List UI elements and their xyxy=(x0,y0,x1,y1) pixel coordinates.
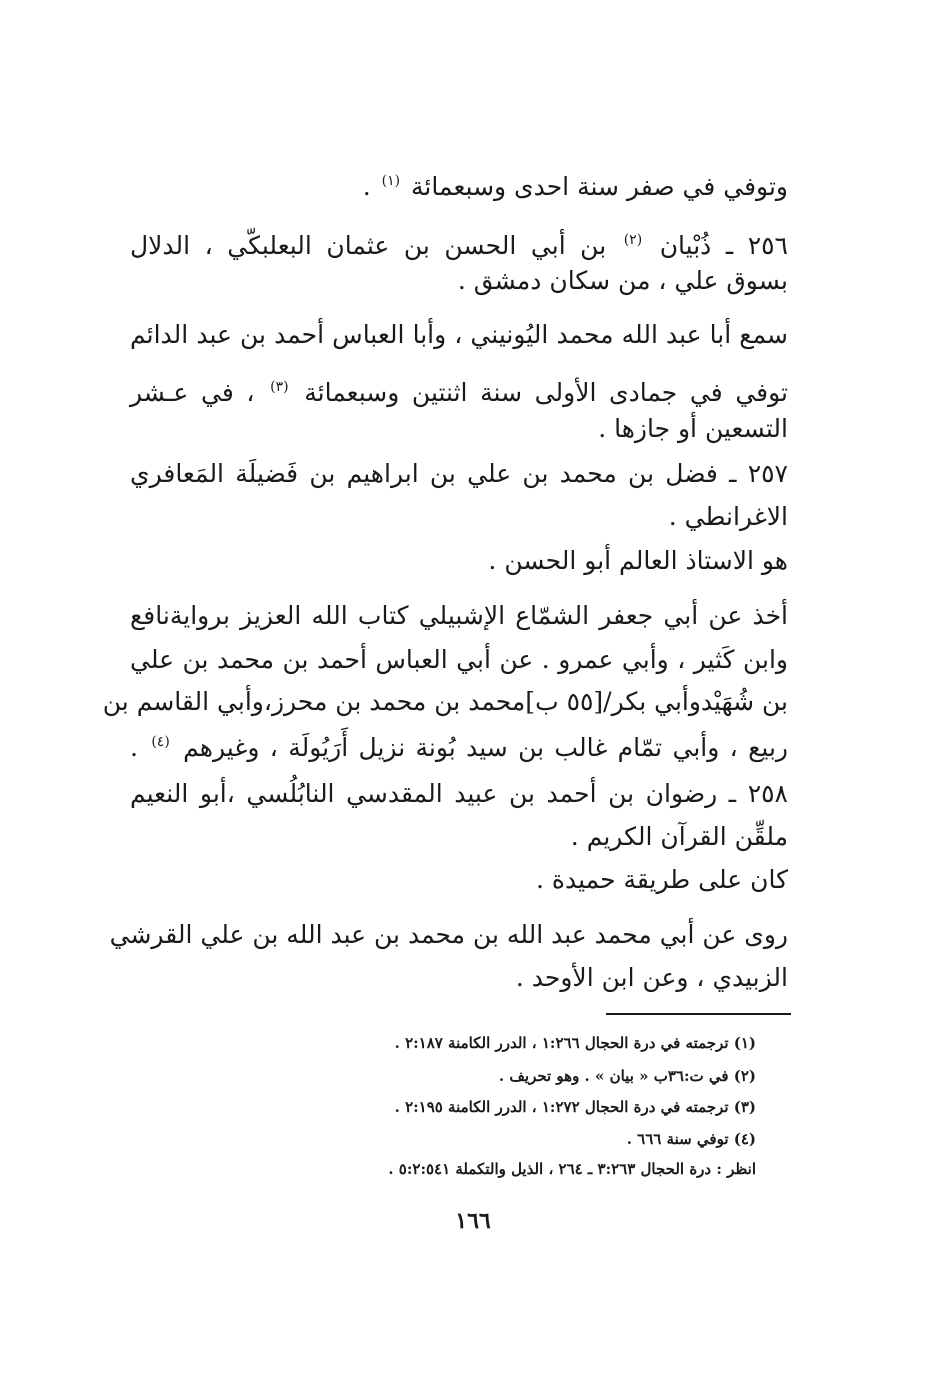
entry-256-rest: بن أبي الحسن بن عثمان البعلبكّي ، الدلال xyxy=(130,231,607,260)
text-line-11: وابن كَثير ، وأبي عمرو . عن أبي العباس أحمد بن محمد بن علي xyxy=(130,645,788,674)
line-1-text: وتوفي في صفر سنة احدى وسبعمائة xyxy=(411,172,788,201)
footnote-separator xyxy=(606,1013,791,1015)
line-5-text: توفي في جمادى الأولى سنة اثنتين وسبعمائة xyxy=(304,378,788,407)
line-13-text: ربيع ، وأبي تمّام غالب بن سيد بُونة نزيل أَرَيُولَة ، وغيرهم xyxy=(183,733,788,762)
text-line-12: بن شُهَيْدوأبي بكر/[٥٥ ب]محمد بن محمد بن محرز،وأبي القاسم بن xyxy=(102,687,788,716)
page-number: ١٦٦ xyxy=(455,1208,491,1234)
text-line-1 xyxy=(130,164,788,204)
text-line-9: هو الاستاذ العالم أبو الحسن . xyxy=(488,546,788,575)
text-line-5 xyxy=(130,370,788,410)
text-line-13 xyxy=(130,725,788,765)
text-line-6: التسعين أو جازها . xyxy=(598,414,788,443)
entry-256-line-1 xyxy=(130,223,788,263)
line-5-rest: ، في عـشر xyxy=(130,378,255,407)
footnote-ref-4: (٤) xyxy=(151,734,170,750)
footnote-4: (٤) توفي سنة ٦٦٦ . xyxy=(626,1130,756,1148)
footnote-5: انظر : درة الحجال ٣:٢٦٣ ـ ٢٦٤ ، الذيل والتكملة ٥:٢:٥٤١ . xyxy=(388,1160,756,1178)
text-line-8: الاغرانطي . xyxy=(668,502,788,531)
line-13-end: . xyxy=(130,733,138,762)
footnote-ref-3: (٣) xyxy=(270,379,289,395)
text-line-17: روى عن أبي محمد عبد الله بن محمد بن عبد الله بن علي القرشي xyxy=(109,920,788,949)
line-1-end: . xyxy=(362,172,371,201)
text-line-3: بسوق علي ، من سكان دمشق . xyxy=(457,266,788,295)
entry-257-line-1: ٢٥٧ ـ فضل بن محمد بن علي بن ابراهيم بن فَضيلَة المَعافري xyxy=(130,459,788,488)
text-line-10: أخذ عن أبي جعفر الشمّاع الإشبيلي كتاب الله العزيز بروايةنافع xyxy=(130,601,788,630)
entry-258-line-1: ٢٥٨ ـ رضوان بن أحمد بن عبيد المقدسي النابُلُسي ،أبو النعيم xyxy=(130,779,788,808)
text-line-16: كان على طريقة حميدة . xyxy=(535,865,788,894)
footnote-2: (٢) في ت:٣٦ب « بيان » . وهو تحريف . xyxy=(498,1067,756,1085)
footnote-ref-1: (١) xyxy=(381,173,401,189)
footnote-3: (٣) ترجمته في درة الحجال ١:٢٧٢ ، الدرر الكامنة ٢:١٩٥ . xyxy=(394,1098,756,1116)
text-line-15: ملقِّن القرآن الكريم . xyxy=(570,822,788,851)
entry-256-heading: ٢٥٦ ـ ذُبْيان xyxy=(659,231,788,260)
text-line-4: سمع أبا عبد الله محمد اليُونيني ، وأبا العباس أحمد بن عبد الدائم xyxy=(130,320,788,349)
footnote-ref-2: (٢) xyxy=(623,232,643,248)
text-line-18: الزبيدي ، وعن ابن الأوحد . xyxy=(515,963,788,992)
footnote-1: (١) ترجمته في درة الحجال ١:٢٦٦ ، الدرر الكامنة ٢:١٨٧ . xyxy=(394,1034,756,1052)
